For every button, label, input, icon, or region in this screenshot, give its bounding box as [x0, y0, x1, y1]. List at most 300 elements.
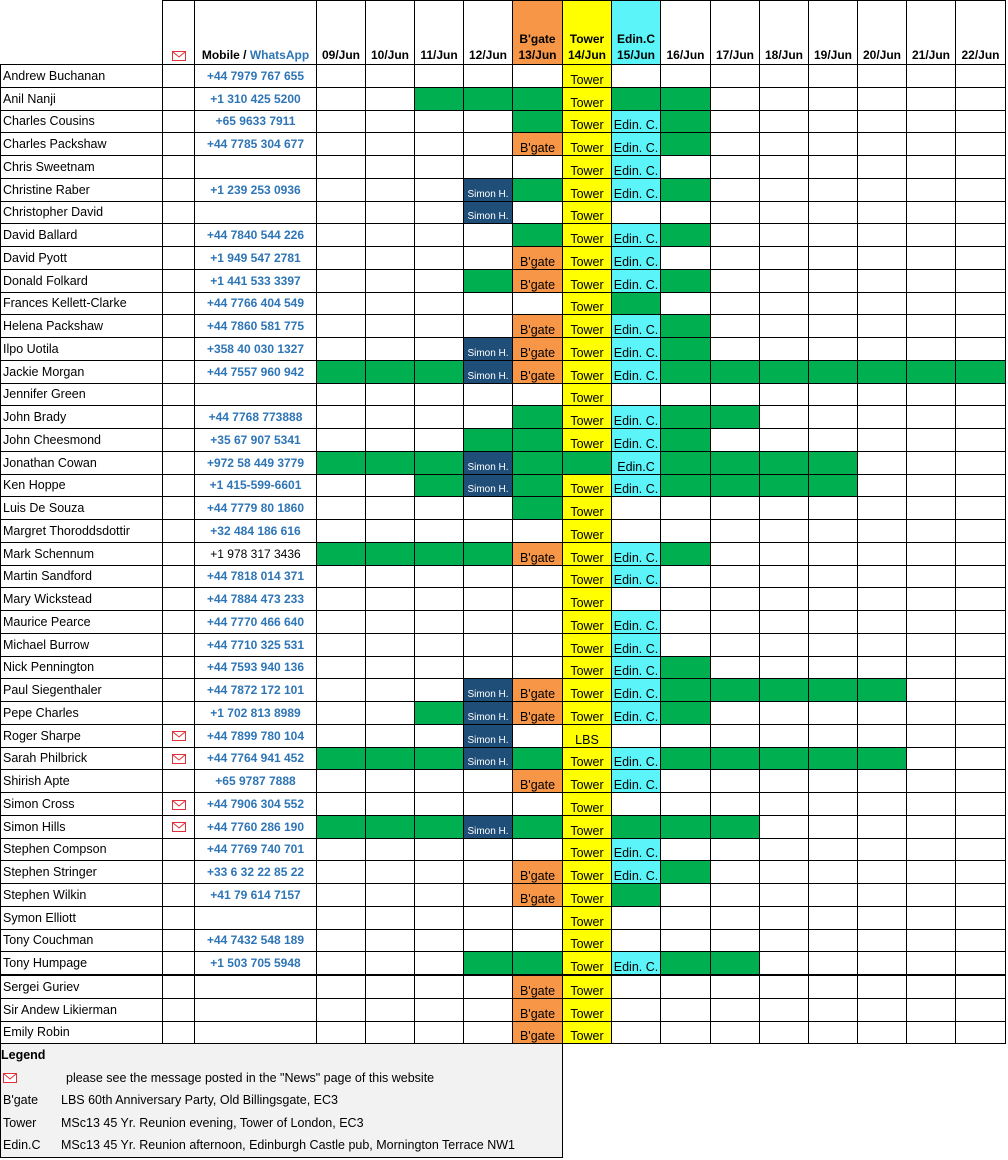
day-cell — [907, 906, 956, 929]
day-cell — [760, 611, 809, 634]
table-row — [1, 451, 1006, 474]
day-cell — [956, 952, 1006, 975]
phone-number[interactable]: +44 7764 941 452 — [195, 747, 317, 770]
day-cell — [858, 406, 907, 429]
day-cell — [464, 383, 513, 406]
day-cell — [760, 224, 809, 247]
day-cell — [612, 292, 661, 315]
day-cell — [317, 497, 366, 520]
day-cell — [513, 793, 563, 816]
day-cell — [760, 747, 809, 770]
day-cell — [317, 269, 366, 292]
day-cell — [464, 565, 513, 588]
phone-number[interactable]: +44 7872 172 101 — [195, 679, 317, 702]
table-row — [1, 292, 1006, 315]
day-cell: Edin. C. — [612, 542, 661, 565]
envelope-icon[interactable] — [172, 754, 186, 764]
mail-cell — [163, 747, 195, 770]
day-cell — [907, 770, 956, 793]
day-cell — [415, 884, 464, 907]
day-cell — [612, 998, 661, 1021]
day-cell — [317, 929, 366, 952]
day-cell — [907, 65, 956, 88]
day-cell: Tower — [563, 884, 612, 907]
mail-cell — [163, 520, 195, 543]
person-name: Tony Humpage — [1, 952, 163, 975]
day-cell — [464, 861, 513, 884]
phone-number[interactable]: +65 9633 7911 — [195, 110, 317, 133]
day-cell — [858, 588, 907, 611]
phone-number[interactable]: +972 58 449 3779 — [195, 451, 317, 474]
day-cell — [907, 998, 956, 1021]
day-cell — [661, 338, 711, 361]
day-cell: Simon H. — [464, 815, 513, 838]
day-cell — [956, 269, 1006, 292]
legend-key: B'gate — [3, 1093, 39, 1107]
mail-cell — [163, 952, 195, 975]
day-cell — [858, 110, 907, 133]
day-cell: Tower — [563, 201, 612, 224]
day-cell: Edin. C. — [612, 360, 661, 383]
phone-number[interactable]: +41 79 614 7157 — [195, 884, 317, 907]
day-cell — [809, 87, 858, 110]
day-cell — [612, 497, 661, 520]
day-cell — [415, 201, 464, 224]
day-cell — [317, 406, 366, 429]
phone-number[interactable]: +44 7899 780 104 — [195, 724, 317, 747]
day-cell — [415, 702, 464, 725]
phone-number[interactable]: +44 7557 960 942 — [195, 360, 317, 383]
table-row — [1, 133, 1006, 156]
table-row — [1, 315, 1006, 338]
phone-number[interactable]: +65 9787 7888 — [195, 770, 317, 793]
day-cell — [612, 929, 661, 952]
day-cell — [513, 656, 563, 679]
day-cell: B'gate — [513, 861, 563, 884]
mail-cell — [163, 770, 195, 793]
day-cell — [711, 406, 760, 429]
day-cell — [317, 451, 366, 474]
person-name: Jonathan Cowan — [1, 451, 163, 474]
day-cell — [711, 588, 760, 611]
phone-number[interactable]: +44 7906 304 552 — [195, 793, 317, 816]
day-cell: Edin. C. — [612, 702, 661, 725]
mail-cell — [163, 383, 195, 406]
phone-number[interactable]: +44 7432 548 189 — [195, 929, 317, 952]
day-cell — [366, 929, 415, 952]
day-cell — [513, 952, 563, 975]
day-cell — [858, 1021, 907, 1044]
day-cell: Edin. C. — [612, 429, 661, 452]
day-cell — [956, 906, 1006, 929]
day-cell — [415, 133, 464, 156]
mail-cell — [163, 269, 195, 292]
day-cell — [858, 315, 907, 338]
header-day — [513, 1, 563, 65]
day-cell — [661, 656, 711, 679]
day-cell — [907, 929, 956, 952]
envelope-icon[interactable] — [172, 731, 186, 741]
mail-cell — [163, 338, 195, 361]
phone-number[interactable]: +44 7840 544 226 — [195, 224, 317, 247]
phone-number[interactable]: +44 7766 404 549 — [195, 292, 317, 315]
day-cell — [711, 611, 760, 634]
mail-cell — [163, 156, 195, 179]
day-cell — [809, 406, 858, 429]
day-cell: Tower — [563, 702, 612, 725]
day-cell: B'gate — [513, 338, 563, 361]
day-cell — [366, 906, 415, 929]
day-cell — [366, 451, 415, 474]
day-cell — [760, 929, 809, 952]
phone-number[interactable]: +44 7785 304 677 — [195, 133, 317, 156]
header-day — [317, 1, 366, 65]
day-cell — [858, 292, 907, 315]
table-row — [1, 406, 1006, 429]
day-cell — [366, 201, 415, 224]
day-cell — [956, 406, 1006, 429]
day-cell — [760, 679, 809, 702]
day-cell — [366, 315, 415, 338]
day-cell — [956, 861, 1006, 884]
legend-key: Tower — [3, 1115, 37, 1130]
day-cell — [760, 429, 809, 452]
day-cell — [809, 133, 858, 156]
day-cell — [415, 929, 464, 952]
day-cell — [858, 702, 907, 725]
day-cell — [661, 406, 711, 429]
day-cell — [317, 793, 366, 816]
phone-number[interactable]: +1 949 547 2781 — [195, 247, 317, 270]
phone-number — [195, 975, 317, 998]
day-cell — [661, 178, 711, 201]
day-cell — [711, 770, 760, 793]
day-cell: Tower — [563, 611, 612, 634]
mail-cell — [163, 633, 195, 656]
day-cell: Tower — [563, 269, 612, 292]
mail-cell — [163, 906, 195, 929]
day-cell — [858, 178, 907, 201]
envelope-icon — [172, 51, 186, 61]
person-name: Mark Schennum — [1, 542, 163, 565]
day-cell — [858, 429, 907, 452]
day-cell — [711, 156, 760, 179]
day-cell — [366, 110, 415, 133]
day-cell: Simon H. — [464, 702, 513, 725]
day-cell: Edin. C. — [612, 861, 661, 884]
table-row — [1, 110, 1006, 133]
day-cell — [464, 247, 513, 270]
phone-number[interactable]: +44 7884 473 233 — [195, 588, 317, 611]
day-cell — [661, 747, 711, 770]
day-cell — [809, 360, 858, 383]
header-mail-col — [163, 1, 195, 65]
phone-number[interactable]: +1 239 253 0936 — [195, 178, 317, 201]
day-cell — [513, 724, 563, 747]
day-cell — [809, 520, 858, 543]
day-cell — [513, 156, 563, 179]
day-cell — [956, 838, 1006, 861]
day-cell — [317, 633, 366, 656]
day-cell — [711, 133, 760, 156]
header-date: 21/Jun — [911, 48, 950, 62]
day-cell — [760, 520, 809, 543]
day-cell — [661, 360, 711, 383]
day-cell — [415, 110, 464, 133]
day-cell — [760, 315, 809, 338]
phone-number[interactable]: +35 67 907 5341 — [195, 429, 317, 452]
day-cell — [464, 497, 513, 520]
day-cell — [415, 1021, 464, 1044]
day-cell — [661, 861, 711, 884]
phone-number[interactable]: +44 7770 466 640 — [195, 611, 317, 634]
day-cell — [809, 542, 858, 565]
day-cell: Simon H. — [464, 724, 513, 747]
day-cell — [711, 451, 760, 474]
day-cell: Simon H. — [464, 747, 513, 770]
phone-number[interactable]: +1 441 533 3397 — [195, 269, 317, 292]
table-row — [1, 861, 1006, 884]
day-cell — [415, 429, 464, 452]
day-cell: B'gate — [513, 360, 563, 383]
person-name: Jackie Morgan — [1, 360, 163, 383]
day-cell — [711, 110, 760, 133]
day-cell — [711, 1021, 760, 1044]
day-cell — [809, 952, 858, 975]
day-cell — [907, 952, 956, 975]
day-cell — [711, 201, 760, 224]
mail-cell — [163, 451, 195, 474]
table-row — [1, 998, 1006, 1021]
day-cell — [956, 565, 1006, 588]
person-name: John Cheesmond — [1, 429, 163, 452]
day-cell — [415, 65, 464, 88]
day-cell — [858, 247, 907, 270]
day-cell — [317, 201, 366, 224]
day-cell — [415, 906, 464, 929]
day-cell — [513, 110, 563, 133]
legend-key: Edin.C — [3, 1138, 41, 1152]
day-cell — [317, 65, 366, 88]
mail-cell — [163, 998, 195, 1021]
phone-number[interactable]: +1 310 425 5200 — [195, 87, 317, 110]
day-cell — [317, 679, 366, 702]
legend-desc: LBS 60th Anniversary Party, Old Billingsgate, EC3 — [61, 1093, 338, 1107]
day-cell: Edin. C. — [612, 315, 661, 338]
day-cell — [711, 815, 760, 838]
day-cell: Tower — [563, 998, 612, 1021]
day-cell: B'gate — [513, 998, 563, 1021]
phone-number — [195, 1021, 317, 1044]
phone-number[interactable]: +44 7779 80 1860 — [195, 497, 317, 520]
day-cell — [760, 724, 809, 747]
day-cell: Simon H. — [464, 451, 513, 474]
mail-cell — [163, 975, 195, 998]
header-day — [760, 1, 809, 65]
day-cell — [711, 338, 760, 361]
day-cell: Tower — [563, 360, 612, 383]
day-cell — [711, 975, 760, 998]
table-row — [1, 815, 1006, 838]
mail-cell — [163, 565, 195, 588]
day-cell — [415, 247, 464, 270]
day-cell — [317, 611, 366, 634]
day-cell — [513, 838, 563, 861]
mail-cell — [163, 542, 195, 565]
day-cell — [760, 87, 809, 110]
person-name: Andrew Buchanan — [1, 65, 163, 88]
day-cell — [809, 565, 858, 588]
day-cell — [858, 906, 907, 929]
phone-number[interactable]: +44 7760 286 190 — [195, 815, 317, 838]
phone-number[interactable]: +1 503 705 5948 — [195, 952, 317, 975]
header-day — [415, 1, 464, 65]
day-cell — [415, 565, 464, 588]
phone-number[interactable]: +44 7860 581 775 — [195, 315, 317, 338]
day-cell — [956, 1021, 1006, 1044]
day-cell — [366, 133, 415, 156]
day-cell — [415, 383, 464, 406]
phone-number[interactable]: +1 978 317 3436 — [195, 542, 317, 565]
day-cell — [956, 156, 1006, 179]
day-cell — [661, 838, 711, 861]
header-date: 22/Jun — [961, 48, 1000, 62]
day-cell: Tower — [563, 1021, 612, 1044]
day-cell — [366, 861, 415, 884]
person-name: Simon Cross — [1, 793, 163, 816]
phone-number[interactable]: +1 702 813 8989 — [195, 702, 317, 725]
day-cell — [513, 747, 563, 770]
phone-number[interactable]: +44 7818 014 371 — [195, 565, 317, 588]
day-cell: B'gate — [513, 1021, 563, 1044]
day-cell — [661, 474, 711, 497]
day-cell — [809, 65, 858, 88]
day-cell — [858, 383, 907, 406]
day-cell: Edin. C. — [612, 633, 661, 656]
table-row — [1, 247, 1006, 270]
day-cell — [317, 565, 366, 588]
day-cell — [366, 656, 415, 679]
day-cell — [907, 815, 956, 838]
day-cell — [858, 633, 907, 656]
day-cell: Tower — [563, 87, 612, 110]
day-cell — [366, 747, 415, 770]
day-cell — [809, 838, 858, 861]
day-cell: Tower — [563, 679, 612, 702]
day-cell — [907, 474, 956, 497]
mail-cell — [163, 611, 195, 634]
day-cell: Tower — [563, 861, 612, 884]
day-cell — [366, 474, 415, 497]
phone-number[interactable]: +358 40 030 1327 — [195, 338, 317, 361]
day-cell — [317, 815, 366, 838]
table-row — [1, 633, 1006, 656]
day-cell — [464, 952, 513, 975]
phone-number[interactable]: +1 415-599-6601 — [195, 474, 317, 497]
mail-cell — [163, 247, 195, 270]
day-cell: Tower — [563, 952, 612, 975]
day-cell — [513, 633, 563, 656]
day-cell — [760, 133, 809, 156]
day-cell — [760, 702, 809, 725]
day-cell — [661, 906, 711, 929]
day-cell — [956, 747, 1006, 770]
day-cell — [711, 656, 760, 679]
day-cell — [907, 793, 956, 816]
day-cell — [858, 998, 907, 1021]
day-cell — [711, 884, 760, 907]
phone-number[interactable]: +44 7979 767 655 — [195, 65, 317, 88]
day-cell: Simon H. — [464, 360, 513, 383]
day-cell — [415, 269, 464, 292]
legend-mail-note: please see the message posted in the "News" page of this website — [66, 1070, 435, 1085]
phone-number[interactable]: +44 7768 773888 — [195, 406, 317, 429]
person-name: Christopher David — [1, 201, 163, 224]
day-cell — [956, 429, 1006, 452]
day-cell — [760, 269, 809, 292]
table-row — [1, 1021, 1006, 1044]
day-cell — [415, 861, 464, 884]
phone-number[interactable]: +44 7710 325 531 — [195, 633, 317, 656]
day-cell — [464, 633, 513, 656]
day-cell — [907, 360, 956, 383]
day-cell: Edin. C. — [612, 269, 661, 292]
day-cell — [513, 178, 563, 201]
day-cell: Tower — [563, 906, 612, 929]
day-cell: Edin. C. — [612, 611, 661, 634]
day-cell — [711, 292, 760, 315]
day-cell — [858, 565, 907, 588]
phone-number[interactable]: +32 484 186 616 — [195, 520, 317, 543]
envelope-icon[interactable] — [172, 822, 186, 832]
phone-number[interactable]: +44 7593 940 136 — [195, 656, 317, 679]
day-cell: B'gate — [513, 679, 563, 702]
day-cell — [956, 224, 1006, 247]
day-cell — [661, 952, 711, 975]
day-cell — [366, 724, 415, 747]
phone-number[interactable]: +44 7769 740 701 — [195, 838, 317, 861]
day-cell — [760, 815, 809, 838]
day-cell — [809, 1021, 858, 1044]
day-cell — [317, 360, 366, 383]
phone-number[interactable]: +33 6 32 22 85 22 — [195, 861, 317, 884]
table-row — [1, 565, 1006, 588]
day-cell — [366, 383, 415, 406]
day-cell — [711, 998, 760, 1021]
envelope-icon[interactable] — [172, 800, 186, 810]
phone-number — [195, 201, 317, 224]
mail-cell — [163, 861, 195, 884]
header-date: 20/Jun — [862, 48, 901, 62]
day-cell — [907, 315, 956, 338]
day-cell — [907, 292, 956, 315]
day-cell — [464, 975, 513, 998]
day-cell — [956, 611, 1006, 634]
day-cell — [366, 838, 415, 861]
day-cell: Edin. C. — [612, 224, 661, 247]
mail-cell — [163, 497, 195, 520]
day-cell — [956, 975, 1006, 998]
day-cell — [907, 702, 956, 725]
day-cell: B'gate — [513, 315, 563, 338]
day-cell — [464, 315, 513, 338]
day-cell — [907, 383, 956, 406]
day-cell: Tower — [563, 838, 612, 861]
day-cell — [661, 497, 711, 520]
day-cell — [956, 520, 1006, 543]
day-cell: Tower — [563, 542, 612, 565]
day-cell: Tower — [563, 406, 612, 429]
